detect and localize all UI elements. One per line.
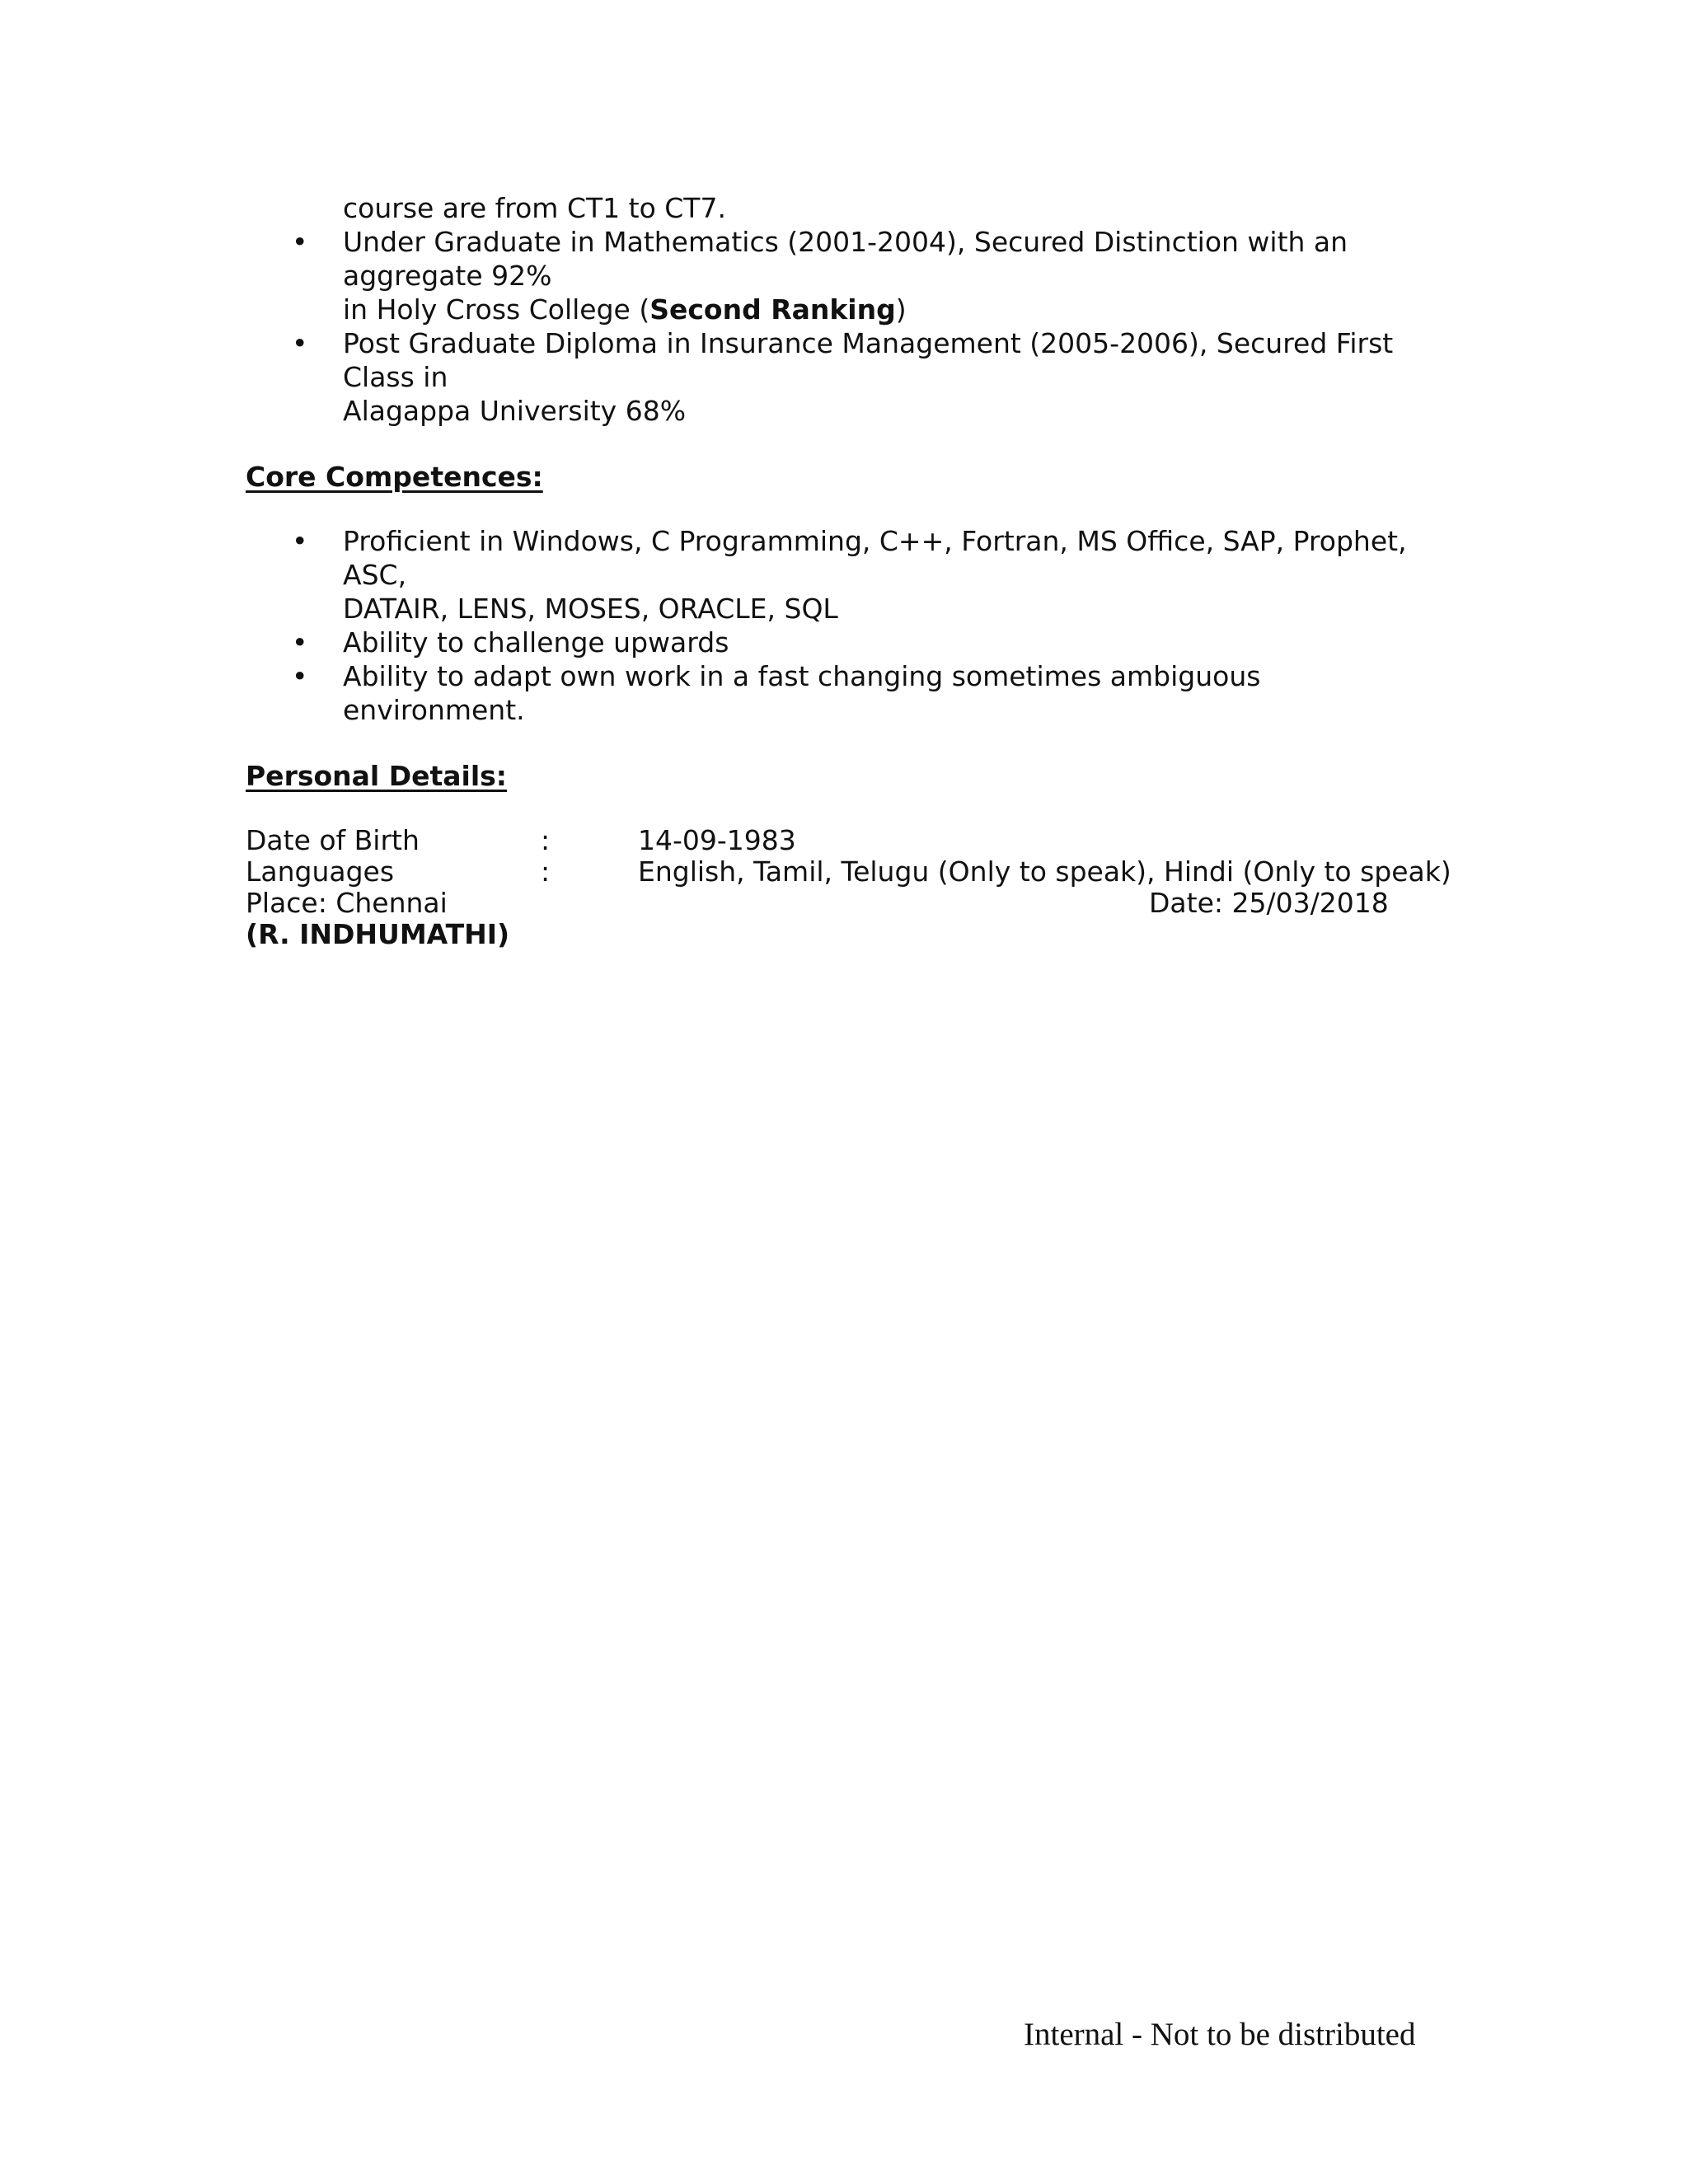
education-item-ug: [246, 225, 1432, 326]
education-item-line: Alagappa University 68%: [343, 395, 687, 427]
competences-list: [246, 524, 1432, 727]
competence-line: Ability to challenge upwards: [343, 626, 729, 658]
footer-classification: Internal - Not to be distributed: [1024, 2017, 1416, 2052]
detail-separator: :: [541, 855, 551, 888]
place-text: Place: Chennai: [246, 887, 448, 919]
competence-item: [246, 626, 1432, 659]
education-item-line: [343, 293, 1432, 326]
personal-details-heading: Personal Details:: [246, 760, 507, 792]
date-text: Date: 25/03/2018: [1149, 887, 1389, 919]
education-continued-line: course are from CT1 to CT7.: [343, 192, 726, 224]
detail-label: Date of Birth: [246, 824, 420, 856]
bullet-icon: •: [292, 626, 308, 658]
education-item-line: Post Graduate Diploma in Insurance Management (2005-2006), Secured First Class in: [343, 327, 1394, 393]
competence-item: [246, 659, 1432, 727]
education-list: [246, 225, 1432, 428]
bullet-icon: •: [292, 327, 308, 359]
resume-content: [246, 191, 1451, 951]
competence-line: DATAIR, LENS, MOSES, ORACLE, SQL: [343, 593, 838, 625]
competence-item: [246, 524, 1432, 626]
education-item-text: in Holy Cross College (: [343, 293, 650, 326]
competence-line: Proficient in Windows, C Programming, C++, Fortran, MS Office, SAP, Prophet, ASC,: [343, 525, 1407, 591]
detail-value: 14-09-1983: [638, 824, 796, 856]
core-competences-heading: Core Competences:: [246, 461, 543, 493]
bullet-icon: •: [292, 660, 308, 692]
education-item-pgd: [246, 326, 1432, 428]
detail-value: English, Tamil, Telugu (Only to speak), Hindi (Only to speak): [638, 855, 1451, 888]
personal-detail-row-languages: [246, 855, 1451, 888]
bullet-icon: •: [292, 525, 308, 557]
competence-line: Ability to adapt own work in a fast changing sometimes ambiguous environment.: [343, 660, 1261, 726]
personal-detail-row-dob: [246, 823, 1432, 855]
education-item-line: Under Graduate in Mathematics (2001-2004), Secured Distinction with an aggregate 92%: [343, 226, 1348, 292]
place-date-line: [246, 886, 1432, 917]
bullet-icon: •: [292, 226, 308, 258]
signature-name: (R. INDHUMATHI): [246, 918, 510, 950]
ranking-text: Second Ranking: [649, 293, 896, 326]
education-item-text: ): [895, 293, 907, 326]
detail-separator: :: [541, 824, 551, 856]
detail-label: Languages: [246, 855, 395, 888]
